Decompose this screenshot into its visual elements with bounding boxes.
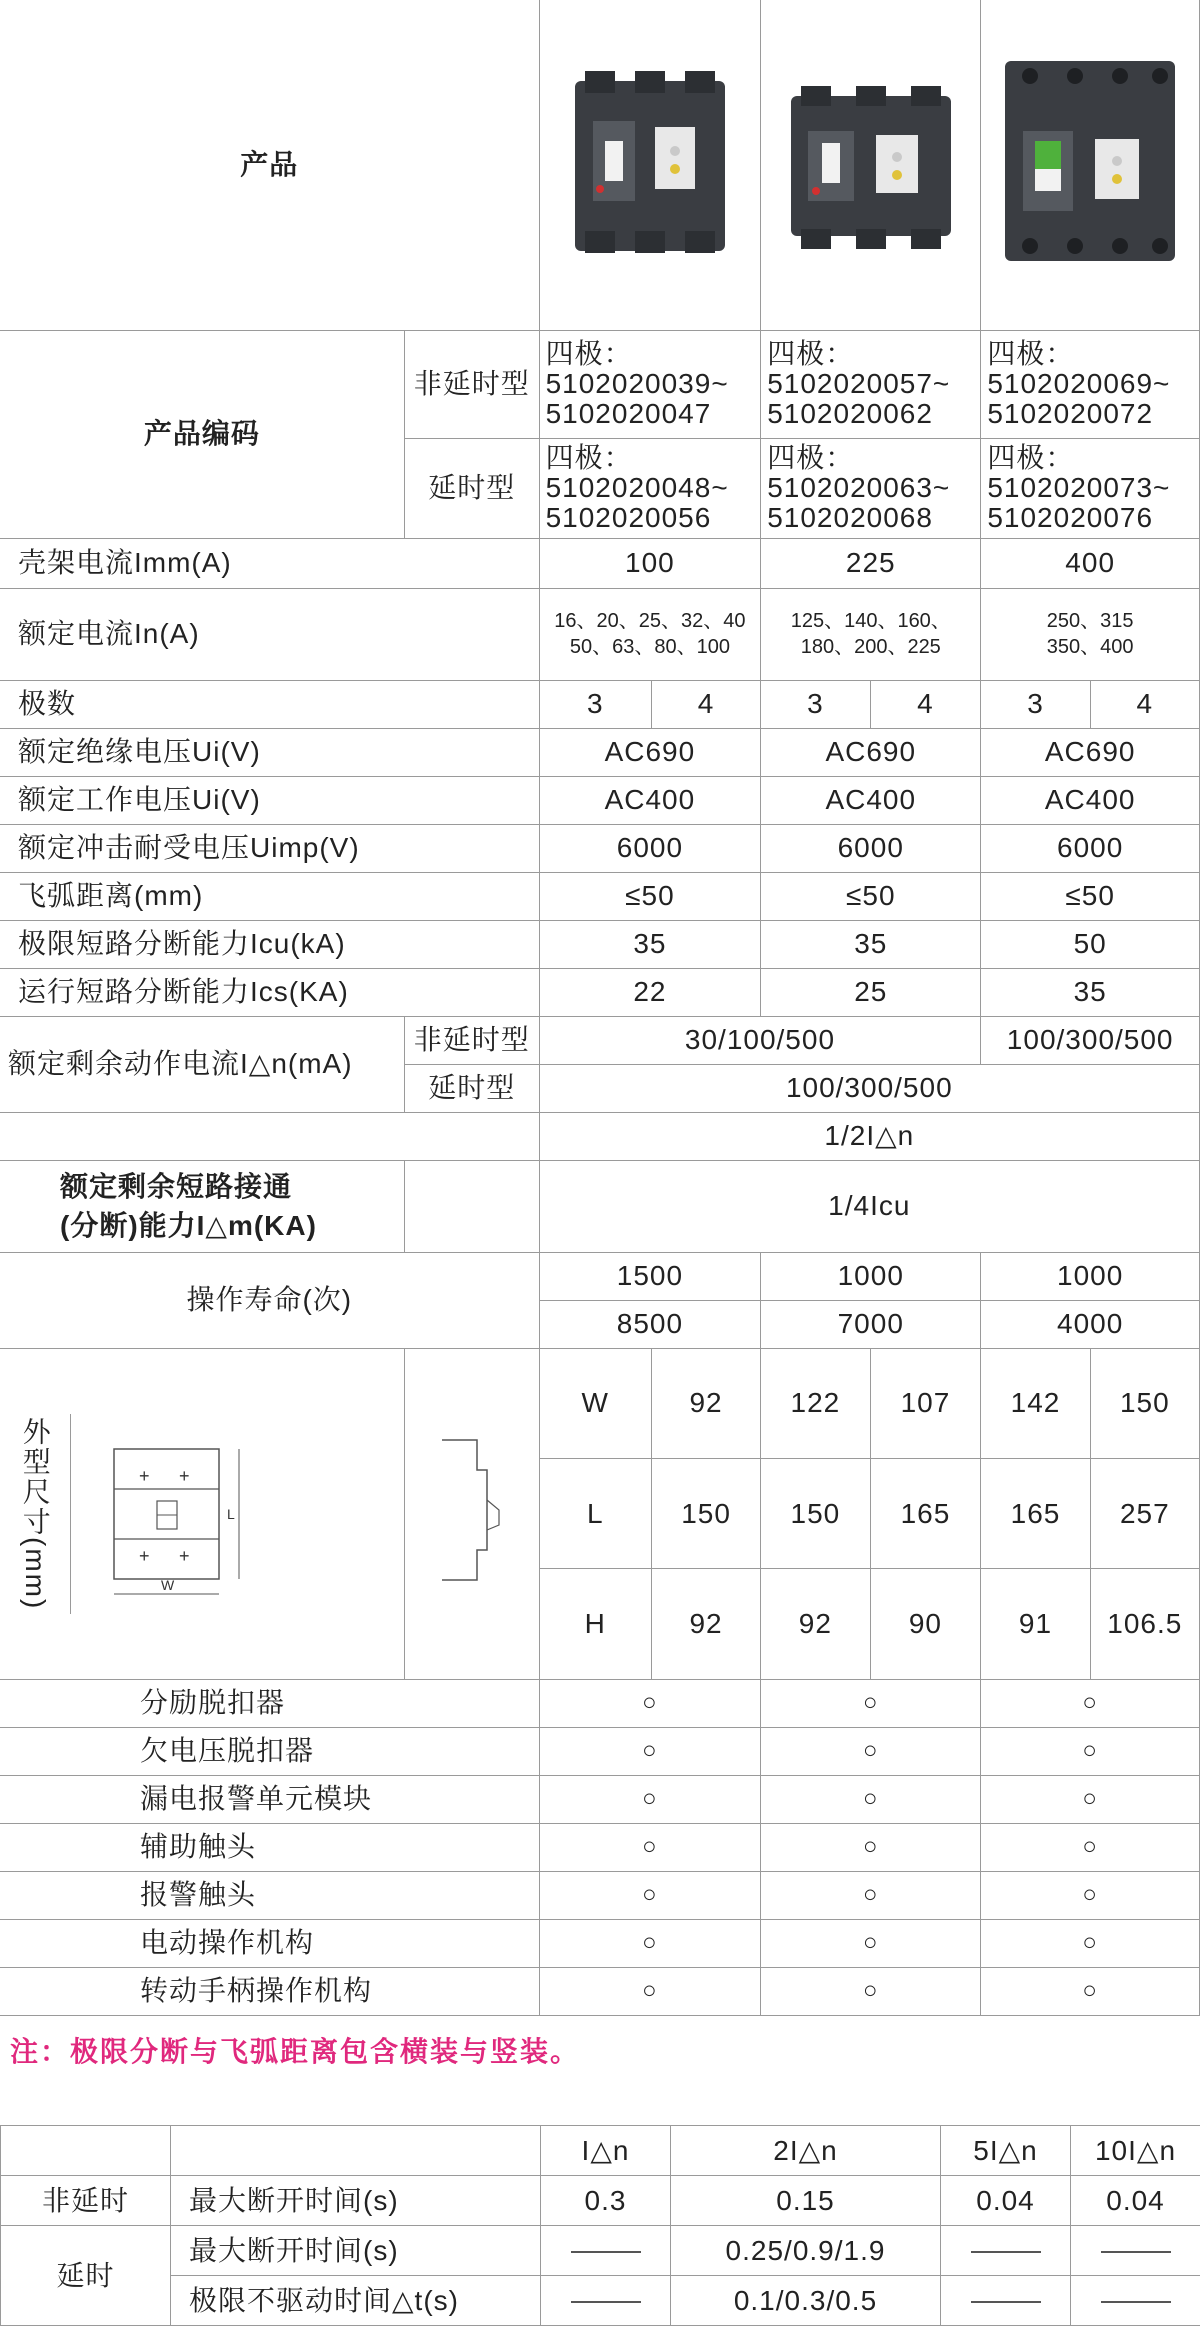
value-cell: AC400: [761, 776, 981, 824]
accessory-mark: ○: [761, 1823, 981, 1871]
value-cell: 100/300/500: [539, 1064, 1199, 1112]
dash-mark: [971, 2301, 1041, 2303]
value-cell: 107: [870, 1348, 981, 1458]
value-cell: 92: [761, 1569, 870, 1679]
trip-delay-row-2: [1, 2276, 1200, 2326]
value-cell: AC690: [761, 728, 981, 776]
accessory-name: 漏电报警单元模块: [0, 1775, 539, 1823]
value-cell: AC690: [539, 728, 761, 776]
accessory-name: 欠电压脱扣器: [0, 1727, 539, 1775]
value-cell: 8500: [539, 1300, 761, 1348]
product-image-2: [761, 0, 981, 330]
value-cell: 142: [981, 1348, 1090, 1458]
dash-mark: [971, 2251, 1041, 2253]
value-cell: ≤50: [761, 872, 981, 920]
accessory-row: [0, 1823, 1200, 1871]
value-cell: 165: [870, 1458, 981, 1568]
frame-row: [0, 538, 1200, 588]
dash-mark: [571, 2251, 641, 2253]
value-cell: 250、315 350、400: [981, 588, 1200, 680]
poles-label: 极数: [0, 680, 539, 728]
code-cell: 四极： 5102020063~ 5102020068: [761, 438, 981, 538]
value-cell: 100: [539, 538, 761, 588]
trip-time-table: [0, 2125, 1200, 2326]
product-row: [0, 0, 1200, 330]
dash-mark: [571, 2301, 641, 2303]
trip-type-delay: 延时: [1, 2226, 171, 2326]
trip-header: 2I△n: [671, 2126, 941, 2176]
value-cell: 150: [761, 1458, 870, 1568]
breaker-image-3: [995, 61, 1185, 261]
value-cell: 4: [870, 680, 981, 728]
value-cell: 0.04: [1071, 2176, 1200, 2226]
value-cell: 25: [761, 968, 981, 1016]
insulation-row: [0, 728, 1200, 776]
residual-type-delay: 延时型: [404, 1064, 539, 1112]
trip-header: 10I△n: [1071, 2126, 1200, 2176]
value-cell: 30/100/500: [539, 1016, 981, 1064]
empty-cell: [1, 2126, 171, 2176]
value-cell: 90: [870, 1569, 981, 1679]
product-image-1: [539, 0, 761, 330]
dash-cell: [941, 2276, 1071, 2326]
code-cell: 四极： 5102020073~ 5102020076: [981, 438, 1200, 538]
dash-cell: [541, 2276, 671, 2326]
rated-label: 额定电流In(A): [0, 588, 539, 680]
icu-label: 极限短路分断能力Icu(kA): [0, 920, 539, 968]
value-cell: 92: [651, 1569, 760, 1679]
value-cell: 0.15: [671, 2176, 941, 2226]
code-label: 产品编码: [0, 330, 404, 538]
footnote: 注：极限分断与飞弧距离包含横装与竖装。: [10, 2036, 581, 2067]
accessory-mark: ○: [761, 1967, 981, 2015]
value-cell: 1000: [981, 1252, 1200, 1300]
value-cell: 6000: [539, 824, 761, 872]
trip-header: I△n: [541, 2126, 671, 2176]
accessory-row: [0, 1775, 1200, 1823]
diagram-l-label: L: [227, 1505, 236, 1522]
side-view-cell: [404, 1348, 539, 1679]
dash-cell: [541, 2226, 671, 2276]
empty-cell: [171, 2126, 541, 2176]
svg-text:+: +: [179, 1545, 191, 1566]
breaker-image-1: [555, 61, 745, 261]
trip-delay-row-1: [1, 2226, 1200, 2276]
dim-name-l: L: [539, 1458, 651, 1568]
accessory-name: 报警触头: [0, 1871, 539, 1919]
accessory-name: 分励脱扣器: [0, 1679, 539, 1727]
value-cell: 150: [651, 1458, 760, 1568]
ics-row: [0, 968, 1200, 1016]
accessory-mark: ○: [981, 1679, 1200, 1727]
value-cell: 1/2I△n: [539, 1112, 1199, 1160]
value-cell: 4: [651, 680, 760, 728]
empty-cell: [0, 1112, 539, 1160]
value-cell: ≤50: [539, 872, 761, 920]
value-cell: AC400: [539, 776, 761, 824]
arc-row: [0, 872, 1200, 920]
code-cell: 四极： 5102020069~ 5102020072: [981, 330, 1200, 438]
life-label: 操作寿命(次): [0, 1252, 539, 1348]
accessory-mark: ○: [981, 1823, 1200, 1871]
value-cell: 35: [539, 920, 761, 968]
side-view-diagram: [437, 1410, 507, 1610]
accessory-mark: ○: [761, 1871, 981, 1919]
accessory-name: 电动操作机构: [0, 1919, 539, 1967]
dims-label-cell: [0, 1348, 404, 1679]
diagram-w-label: W: [161, 1576, 176, 1593]
accessory-mark: ○: [981, 1727, 1200, 1775]
breaker-image-2: [776, 61, 966, 261]
accessory-name: 辅助触头: [0, 1823, 539, 1871]
value-cell: 0.04: [941, 2176, 1071, 2226]
dash-mark: [1101, 2251, 1171, 2253]
value-cell: 16、20、25、32、40 50、63、80、100: [539, 588, 761, 680]
value-cell: 257: [1090, 1458, 1199, 1568]
value-cell: 1/4Icu: [539, 1160, 1199, 1252]
value-cell: 35: [981, 968, 1200, 1016]
svg-text:+: +: [179, 1465, 191, 1486]
accessory-row: [0, 1727, 1200, 1775]
accessory-mark: ○: [539, 1679, 761, 1727]
dims-row-w: [0, 1348, 1200, 1458]
product-label: 产品: [0, 0, 539, 330]
value-cell: 100/300/500: [981, 1016, 1200, 1064]
trip-param-max-break: 最大断开时间(s): [171, 2176, 541, 2226]
value-cell: 0.3: [541, 2176, 671, 2226]
accessory-row: [0, 1919, 1200, 1967]
value-cell: 125、140、160、 180、200、225: [761, 588, 981, 680]
dims-label: 外型尺寸(mm): [19, 1416, 51, 1611]
accessory-mark: ○: [539, 1727, 761, 1775]
value-cell: 165: [981, 1458, 1090, 1568]
value-cell: 150: [1090, 1348, 1199, 1458]
value-cell: 91: [981, 1569, 1090, 1679]
residual-label: 额定剩余动作电流I△n(mA): [0, 1016, 404, 1112]
dash-cell: [941, 2226, 1071, 2276]
value-cell: 22: [539, 968, 761, 1016]
accessory-mark: ○: [761, 1775, 981, 1823]
accessory-row: [0, 1967, 1200, 2015]
working-row: [0, 776, 1200, 824]
code-cell: 四极： 5102020039~ 5102020047: [539, 330, 761, 438]
code-row-non-delay: [0, 330, 1200, 438]
making-row: [0, 1160, 1200, 1252]
frame-label: 壳架电流Imm(A): [0, 538, 539, 588]
accessory-mark: ○: [761, 1727, 981, 1775]
trip-param-no-drive: 极限不驱动时间△t(s): [171, 2276, 541, 2326]
value-cell: 1000: [761, 1252, 981, 1300]
poles-row: [0, 680, 1200, 728]
trip-header: 5I△n: [941, 2126, 1071, 2176]
value-cell: 4000: [981, 1300, 1200, 1348]
trip-type-non-delay: 非延时: [1, 2176, 171, 2226]
value-cell: 225: [761, 538, 981, 588]
accessory-mark: ○: [981, 1967, 1200, 2015]
trip-param-max-break: 最大断开时间(s): [171, 2226, 541, 2276]
trip-header-row: [1, 2126, 1200, 2176]
code-cell: 四极： 5102020057~ 5102020062: [761, 330, 981, 438]
accessory-row: [0, 1679, 1200, 1727]
dim-name-w: W: [539, 1348, 651, 1458]
accessory-mark: ○: [539, 1919, 761, 1967]
icu-row: [0, 920, 1200, 968]
accessory-mark: ○: [539, 1775, 761, 1823]
code-type-non-delay: 非延时型: [404, 330, 539, 438]
value-cell: 0.1/0.3/0.5: [671, 2276, 941, 2326]
impulse-label: 额定冲击耐受电压Uimp(V): [0, 824, 539, 872]
svg-text:+: +: [139, 1465, 151, 1486]
value-cell: 122: [761, 1348, 870, 1458]
value-cell: 400: [981, 538, 1200, 588]
value-cell: 6000: [981, 824, 1200, 872]
residual-row-1: [0, 1016, 1200, 1064]
value-cell: 3: [539, 680, 651, 728]
accessory-mark: ○: [539, 1967, 761, 2015]
accessory-name: 转动手柄操作机构: [0, 1967, 539, 2015]
ics-label: 运行短路分断能力Ics(KA): [0, 968, 539, 1016]
dash-cell: [1071, 2276, 1200, 2326]
accessory-mark: ○: [761, 1679, 981, 1727]
accessory-mark: ○: [981, 1775, 1200, 1823]
value-cell: 7000: [761, 1300, 981, 1348]
value-cell: 92: [651, 1348, 760, 1458]
accessory-mark: ○: [981, 1919, 1200, 1967]
value-cell: 106.5: [1090, 1569, 1199, 1679]
accessory-mark: ○: [539, 1871, 761, 1919]
value-cell: 6000: [761, 824, 981, 872]
value-cell: 35: [761, 920, 981, 968]
dash-mark: [1101, 2301, 1171, 2303]
empty-cell: [404, 1160, 539, 1252]
value-cell: 4: [1090, 680, 1199, 728]
dash-cell: [1071, 2226, 1200, 2276]
accessory-mark: ○: [539, 1823, 761, 1871]
impulse-row: [0, 824, 1200, 872]
value-cell: AC400: [981, 776, 1200, 824]
life-row-1: [0, 1252, 1200, 1300]
residual-row-3: [0, 1112, 1200, 1160]
value-cell: 50: [981, 920, 1200, 968]
insulation-label: 额定绝缘电压Ui(V): [0, 728, 539, 776]
rated-row: [0, 588, 1200, 680]
value-cell: AC690: [981, 728, 1200, 776]
accessory-mark: ○: [981, 1871, 1200, 1919]
residual-type-non-delay: 非延时型: [404, 1016, 539, 1064]
dim-name-h: H: [539, 1569, 651, 1679]
working-label: 额定工作电压Ui(V): [0, 776, 539, 824]
code-cell: 四极： 5102020048~ 5102020056: [539, 438, 761, 538]
value-cell: 1500: [539, 1252, 761, 1300]
accessory-row: [0, 1871, 1200, 1919]
value-cell: ≤50: [981, 872, 1200, 920]
dimension-diagram: [70, 1414, 279, 1614]
arc-label: 飞弧距离(mm): [0, 872, 539, 920]
trip-non-delay-row: [1, 2176, 1200, 2226]
making-label: 额定剩余短路接通 (分断)能力I△m(KA): [0, 1160, 404, 1252]
value-cell: 0.25/0.9/1.9: [671, 2226, 941, 2276]
value-cell: 3: [981, 680, 1090, 728]
accessory-mark: ○: [761, 1919, 981, 1967]
product-image-3: [981, 0, 1200, 330]
svg-text:+: +: [139, 1545, 151, 1566]
code-type-delay: 延时型: [404, 438, 539, 538]
value-cell: 3: [761, 680, 870, 728]
